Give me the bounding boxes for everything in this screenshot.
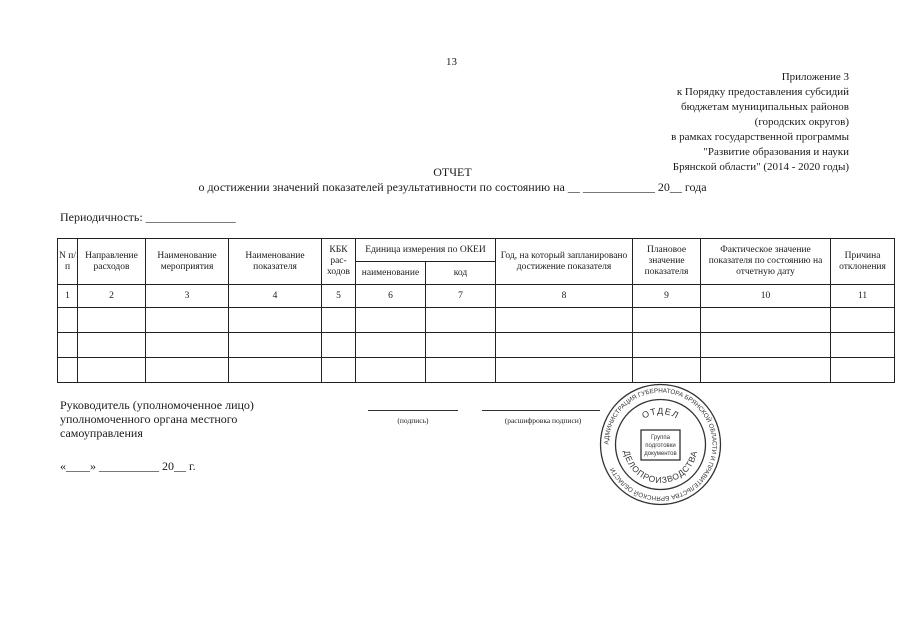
column-number: 2 bbox=[78, 285, 146, 308]
column-number: 11 bbox=[831, 285, 895, 308]
table-cell bbox=[701, 358, 831, 383]
stamp-top-text: ОТДЕЛ bbox=[640, 405, 681, 421]
table-cell bbox=[426, 358, 496, 383]
appendix-line: Брянской области" (2014 - 2020 годы) bbox=[672, 161, 849, 173]
header-actual: Фактическое значение показателя по состоянию на отчетную дату bbox=[701, 239, 831, 285]
date-line: «____» __________ 20__ г. bbox=[60, 459, 196, 473]
table-cell bbox=[78, 308, 146, 333]
periodicity-label: Периодичность: _______________ bbox=[60, 210, 236, 224]
table-cell bbox=[831, 308, 895, 333]
table-cell bbox=[322, 358, 356, 383]
stamp-center-text: Группа bbox=[650, 435, 671, 441]
report-title: ОТЧЕТ bbox=[433, 165, 472, 179]
header-reason: Причина отклонения bbox=[831, 239, 895, 285]
appendix-line: (городских округов) bbox=[754, 116, 849, 128]
page-number: 13 bbox=[446, 56, 457, 68]
header-unit-code: код bbox=[426, 262, 496, 285]
table-cell bbox=[78, 358, 146, 383]
column-number: 1 bbox=[58, 285, 78, 308]
appendix-line: к Порядку предоставления субсидий bbox=[676, 86, 849, 98]
header-number: N п/п bbox=[58, 239, 78, 285]
table-cell bbox=[322, 333, 356, 358]
appendix-line: "Развитие образования и науки bbox=[703, 146, 849, 158]
table-cell bbox=[701, 333, 831, 358]
table-cell bbox=[426, 308, 496, 333]
header-year: Год, на который запланировано достижение показателя bbox=[496, 239, 633, 285]
table-cell bbox=[496, 333, 633, 358]
table-cell bbox=[322, 308, 356, 333]
decode-line bbox=[482, 410, 600, 411]
stamp-center-text: подготовки bbox=[645, 443, 676, 449]
appendix-line: в рамках государственной программы bbox=[671, 131, 849, 143]
column-number: 3 bbox=[146, 285, 229, 308]
table-cell bbox=[496, 358, 633, 383]
table-row bbox=[58, 308, 895, 333]
stamp-bottom-text: ДЕЛОПРОИЗВОДСТВА bbox=[621, 449, 700, 486]
appendix-line: бюджетам муниципальных районов bbox=[681, 101, 849, 113]
table-cell bbox=[633, 358, 701, 383]
table-cell bbox=[356, 333, 426, 358]
header-unit-group: Единица измерения по ОКЕИ bbox=[356, 239, 496, 262]
header-kbk: КБК рас- ходов bbox=[322, 239, 356, 285]
report-table bbox=[57, 238, 895, 383]
report-subtitle: о достижении значений показателей результативности по состоянию на __ ____________ 20__ года bbox=[198, 180, 707, 194]
table-cell bbox=[229, 308, 322, 333]
table-row bbox=[58, 333, 895, 358]
column-number: 6 bbox=[356, 285, 426, 308]
column-number: 5 bbox=[322, 285, 356, 308]
table-cell bbox=[633, 333, 701, 358]
table-cell bbox=[58, 333, 78, 358]
table-cell bbox=[496, 308, 633, 333]
table-cell bbox=[831, 358, 895, 383]
table-cell bbox=[229, 358, 322, 383]
stamp-ring-text: АДМИНИСТРАЦИЯ ГУБЕРНАТОРА БРЯНСКОЙ ОБЛАСТИ И ПРАВИТЕЛЬСТВА БРЯНСКОЙ ОБЛАСТИ bbox=[603, 387, 718, 502]
column-number: 8 bbox=[496, 285, 633, 308]
appendix-note bbox=[671, 70, 849, 175]
table-row bbox=[58, 358, 895, 383]
signature-caption: (подпись) bbox=[397, 416, 429, 425]
column-number: 10 bbox=[701, 285, 831, 308]
table-cell bbox=[633, 308, 701, 333]
stamp-center-text: документов bbox=[644, 451, 677, 457]
table-cell bbox=[701, 308, 831, 333]
header-event: Наименование мероприятия bbox=[146, 239, 229, 285]
table-cell bbox=[356, 358, 426, 383]
table-cell bbox=[426, 333, 496, 358]
table-cell bbox=[146, 308, 229, 333]
signatory-line: самоуправления bbox=[60, 426, 143, 440]
header-direction: Направление расходов bbox=[78, 239, 146, 285]
column-number: 7 bbox=[426, 285, 496, 308]
appendix-line: Приложение 3 bbox=[781, 71, 849, 83]
column-number-row bbox=[58, 285, 895, 308]
table-cell bbox=[146, 358, 229, 383]
signature-line bbox=[368, 410, 458, 411]
header-indicator: Наименование показателя bbox=[229, 239, 322, 285]
column-number: 4 bbox=[229, 285, 322, 308]
table-cell bbox=[58, 358, 78, 383]
header-planned: Плановое значение показателя bbox=[633, 239, 701, 285]
signatory-line: уполномоченного органа местного bbox=[60, 412, 238, 426]
signatory-line: Руководитель (уполномоченное лицо) bbox=[60, 398, 254, 412]
table-cell bbox=[356, 308, 426, 333]
svg-text:ОТДЕЛ bbox=[640, 406, 681, 421]
signatory-block bbox=[60, 398, 254, 440]
header-unit-name: наименование bbox=[356, 262, 426, 285]
table-cell bbox=[58, 308, 78, 333]
table-cell bbox=[831, 333, 895, 358]
table-cell bbox=[229, 333, 322, 358]
decode-caption: (расшифровка подписи) bbox=[504, 416, 582, 425]
official-stamp bbox=[598, 382, 723, 507]
table-cell bbox=[78, 333, 146, 358]
column-number: 9 bbox=[633, 285, 701, 308]
table-cell bbox=[146, 333, 229, 358]
